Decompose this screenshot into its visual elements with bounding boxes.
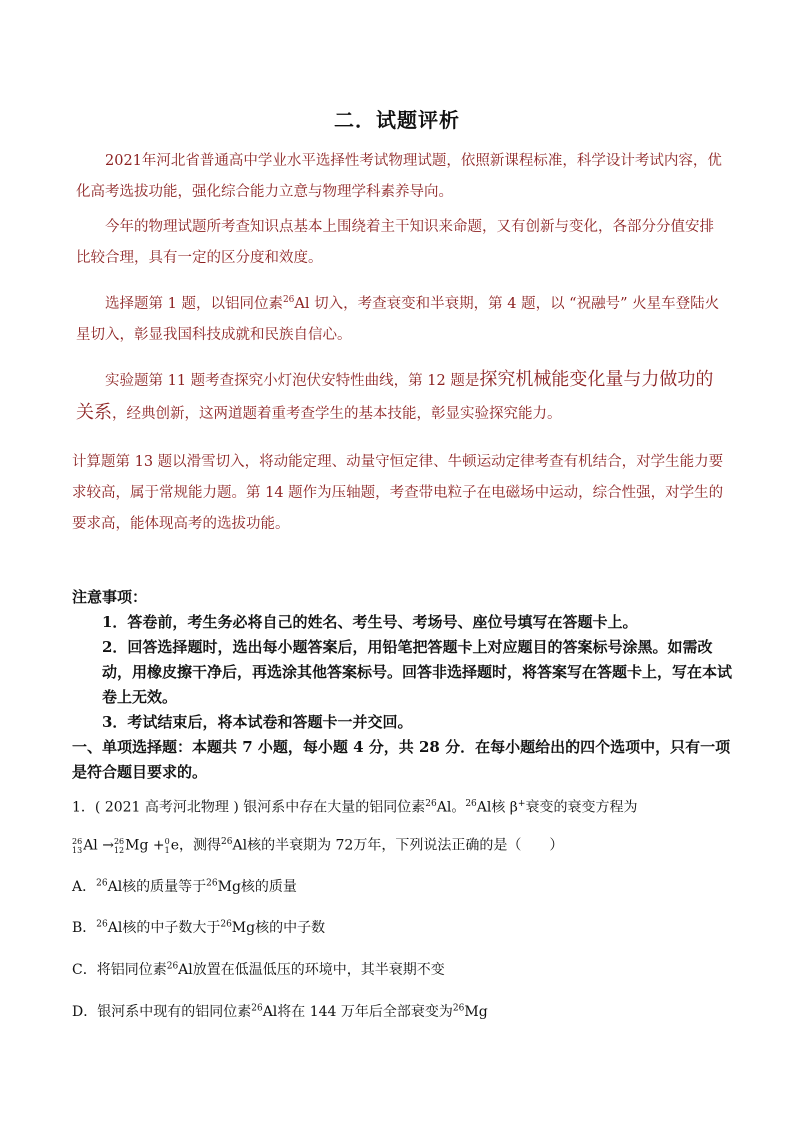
positron-numbers (165, 837, 170, 855)
mass-number: 26 (96, 878, 108, 889)
analysis-p4-highlight: 探究机械能变化量与力做功的关系 (76, 369, 714, 423)
analysis-paragraph-1 (76, 146, 726, 208)
note-2: 2．回答选择题时，选出每小题答案后，用铅笔把答题卡上对应题目的答案标号涂黑。如需改动，用橡皮擦干净后，再选涂其他答案标号。回答非选择题时，将答案写在答题卡上，写在本试卷上无效。 (102, 638, 733, 706)
option-b-text: 核的中子数大于 (122, 920, 221, 936)
mass-number: 26 (282, 295, 295, 305)
mass-number: 26 (251, 1003, 263, 1014)
q1-text-b: 。 (451, 799, 466, 816)
element-symbol: Mg (231, 920, 256, 936)
analysis-paragraph-5: 计算题第 13 题以滑雪切入，将动能定理、动量守恒定律、牛顿运动定律考查有机结合，对学生能力要求较高，属于常规能力题。第 14 题作为压轴题，考查带电粒子在电磁场中运动，综合性强，对学生的要求高，能体现高考的选拔功能。 (72, 454, 724, 532)
option-d-text-mid: 将在 144 万年后全部衰变为 (277, 1004, 453, 1020)
mass-number: 0 (164, 836, 170, 846)
analysis-paragraph-4 (76, 364, 726, 430)
al-nuclide-numbers (72, 837, 82, 855)
mass-number: 26 (96, 919, 108, 930)
element-symbol: Al (294, 295, 310, 312)
note-1: 1．答卷前，考生务必将自己的姓名、考生号、考场号、座位号填写在答题卡上。 (102, 613, 638, 631)
option-a-text-end: 核的质量 (240, 879, 297, 895)
mass-number: 26 (425, 799, 437, 809)
element-symbol: Mg (125, 837, 149, 854)
mass-number: 26 (220, 919, 232, 930)
mass-number: 26 (72, 836, 83, 846)
q1-text-f: 核的半衰期为 72万年，下列说法正确的是（ ） (247, 837, 564, 854)
element-symbol: Al (107, 879, 123, 895)
option-d-text: D．银河系中现有的铝同位素 (72, 1004, 252, 1020)
element-symbol: Al (107, 920, 123, 936)
element-symbol: Al (436, 799, 452, 816)
mass-number: 26 (452, 1003, 465, 1014)
option-b (72, 917, 325, 937)
option-a (72, 876, 297, 896)
analysis-p3-text-b: 切入，考查衰变和半衰期，第 4 题，以 “祝融号” 火星车登陆火星切入，彰显我国科技成就和民族自信心。 (76, 295, 720, 343)
option-d (72, 1001, 488, 1021)
question-1-stem-line1 (72, 794, 732, 818)
element-symbol: Al (262, 1004, 278, 1020)
mass-number: 26 (113, 836, 125, 846)
question-1-stem-line2 (72, 832, 732, 856)
option-c-text: C．将铝同位素 (72, 962, 167, 978)
element-symbol: Mg (217, 879, 241, 895)
option-c-text-end: 放置在低温低压的环境中，其半衰期不变 (192, 962, 445, 978)
analysis-p3-text-a: 选择题第 1 题，以铝同位素 (105, 295, 283, 312)
note-3: 3．考试结束后，将本试卷和答题卡一并交回。 (102, 713, 413, 731)
element-symbol: Al (232, 837, 248, 854)
notes-heading: 注意事项： (72, 588, 148, 606)
option-b-text-end: 核的中子数 (255, 920, 326, 936)
atomic-number: 12 (113, 845, 125, 855)
analysis-p1-text: 2021年河北省普通高中学业水平选择性考试物理试题，依照新课程标准，科学设计考试内容，优化高考选拔功能，强化综合能力立意与物理学科素养导向。 (76, 153, 722, 200)
mg-nuclide-numbers (114, 837, 124, 855)
option-a-label: A． (72, 879, 97, 895)
mass-number: 26 (465, 799, 477, 809)
element-symbol: Al (83, 837, 98, 854)
element-symbol: Al (178, 962, 193, 978)
option-c (72, 959, 445, 979)
section-one-heading: 一、单项选择题：本题共 7 小题，每小题 4 分，共 28 分．在每小题给出的四个选项中，只有一项是符合题目要求的。 (72, 738, 731, 781)
mass-number: 26 (166, 961, 179, 972)
atomic-number: 13 (72, 845, 83, 855)
positron-symbol: e (170, 837, 180, 854)
section-title: 二．试题评析 (334, 108, 460, 132)
analysis-p2-text: 今年的物理试题所考查知识点基本上围绕着主干知识来命题，又有创新与变化，各部分分值安排比较合理，具有一定的区分度和效度。 (76, 219, 714, 266)
mass-number: 26 (206, 878, 218, 889)
q1-text-c: 核 β (491, 799, 518, 816)
q1-text-d: 衰变的衰变方程为 (525, 799, 638, 816)
element-symbol: Al (476, 799, 492, 816)
beta-plus-sign: + (517, 799, 526, 809)
option-a-text: 核的质量等于 (122, 879, 207, 895)
option-b-label: B． (72, 920, 97, 936)
analysis-p4-text-b: ，经典创新，这两道题着重考查学生的基本技能，彰显实验探究能力。 (112, 406, 562, 422)
plus-sign: + (152, 837, 165, 854)
element-symbol: Mg (464, 1004, 488, 1020)
q1-text-a: 1．( 2021 高考河北物理 ) 银河系中存在大量的铝同位素 (72, 799, 426, 816)
analysis-p4-text-a: 实验题第 11 题考查探究小灯泡伏安特性曲线，第 12 题是 (105, 373, 480, 389)
mass-number: 26 (221, 837, 233, 847)
charge-number: 1 (164, 845, 170, 855)
q1-text-e: ，测得 (179, 837, 222, 854)
notes-block (72, 585, 732, 785)
reaction-arrow: → (102, 837, 114, 854)
analysis-paragraph-3 (76, 285, 726, 351)
analysis-paragraph-2 (76, 212, 726, 274)
